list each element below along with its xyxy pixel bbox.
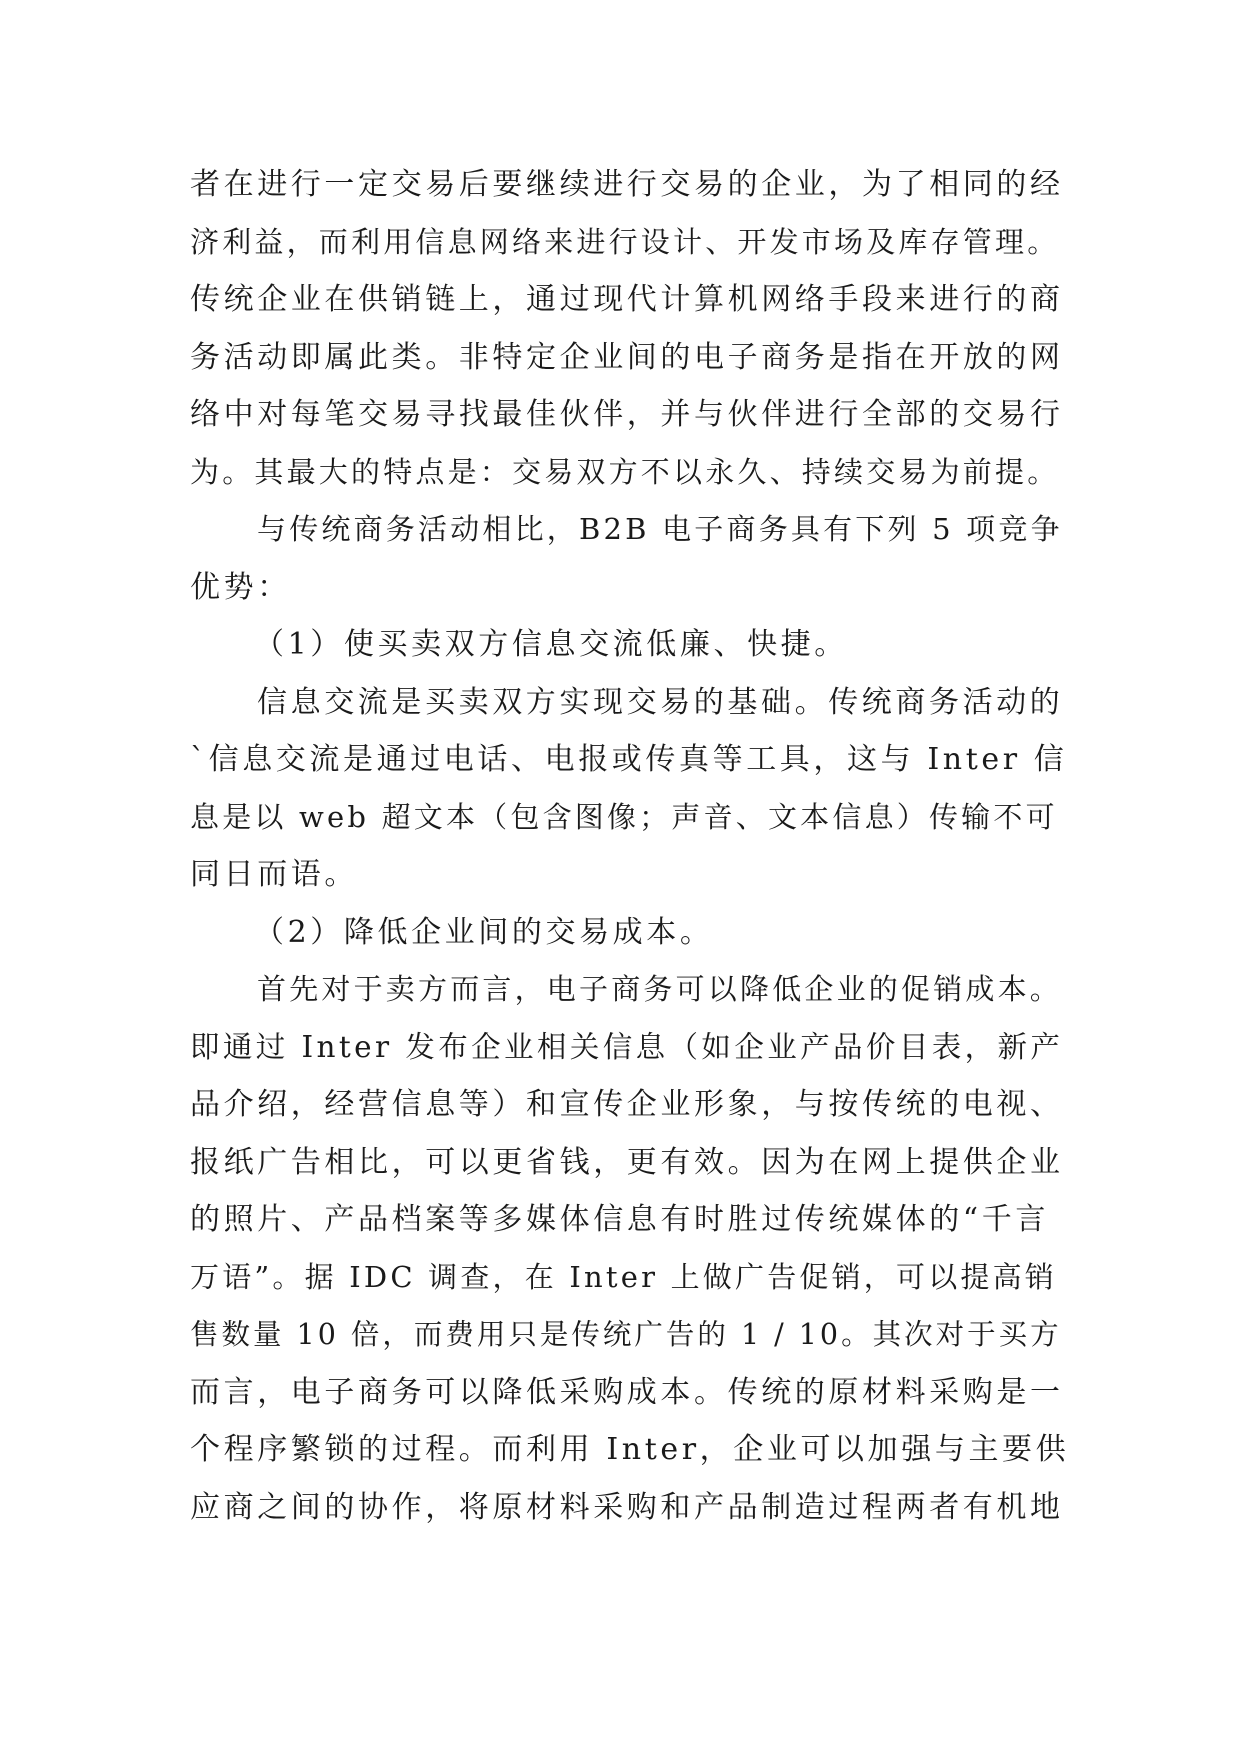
text-line: 优势： [190,569,291,605]
text-line: 品介绍，经营信息等）和宣传企业形象，与按传统的电视、 [190,1087,1064,1122]
text-line: 万语”。据 IDC 调查，在 Inter 上做广告促销，可以提高销 [190,1259,1058,1294]
document-body [190,156,1070,1536]
text-line: 务活动即属此类。非特定企业间的电子商务是指在开放的网 [190,339,1064,375]
text-line: 为。其最大的特点是：交易双方不以永久、持续交易为前提。 [190,454,1060,489]
list-item-heading: （2）降低企业间的交易成本。 [254,914,714,950]
text-line: 个程序繁锁的过程。而利用 Inter，企业可以加强与主要供 [190,1432,1070,1467]
paragraph-start-line: 信息交流是买卖双方实现交易的基础。传统商务活动的 [257,684,1064,720]
text-line: 报纸广告相比，可以更省钱，更有效。因为在网上提供企业 [190,1144,1064,1180]
text-line: 息是以 web 超文本（包含图像；声音、文本信息）传输不可 [190,799,1058,834]
text-line: 同日而语。 [190,857,358,892]
text-line: 即通过 Inter 发布企业相关信息（如企业产品价目表，新产 [190,1029,1064,1064]
text-line: 的照片、产品档案等多媒体信息有时胜过传统媒体的“千言 [190,1202,1049,1237]
paragraph-start-line: 首先对于卖方而言，电子商务可以降低企业的促销成本。 [257,972,1063,1006]
paragraph-start-line: 与传统商务活动相比，B2B 电子商务具有下列 5 项竞争 [257,512,1063,546]
text-line: `信息交流是通过电话、电报或传真等工具，这与 Inter 信 [190,742,1068,777]
list-item-heading: （1）使买卖双方信息交流低廉、快捷。 [254,627,848,662]
text-line: 者在进行一定交易后要继续进行交易的企业，为了相同的经 [190,167,1064,202]
text-line: 而言，电子商务可以降低采购成本。传统的原材料采购是一 [190,1374,1064,1410]
text-line: 传统企业在供销链上，通过现代计算机网络手段来进行的商 [190,282,1064,317]
text-line: 济利益，而利用信息网络来进行设计、开发市场及库存管理。 [190,224,1060,259]
text-line: 络中对每笔交易寻找最佳伙伴，并与伙伴进行全部的交易行 [190,397,1064,432]
text-line: 应商之间的协作，将原材料采购和产品制造过程两者有机地 [190,1489,1064,1525]
text-line: 售数量 10 倍，而费用只是传统广告的 1 / 10。其次对于买方 [190,1318,1062,1351]
